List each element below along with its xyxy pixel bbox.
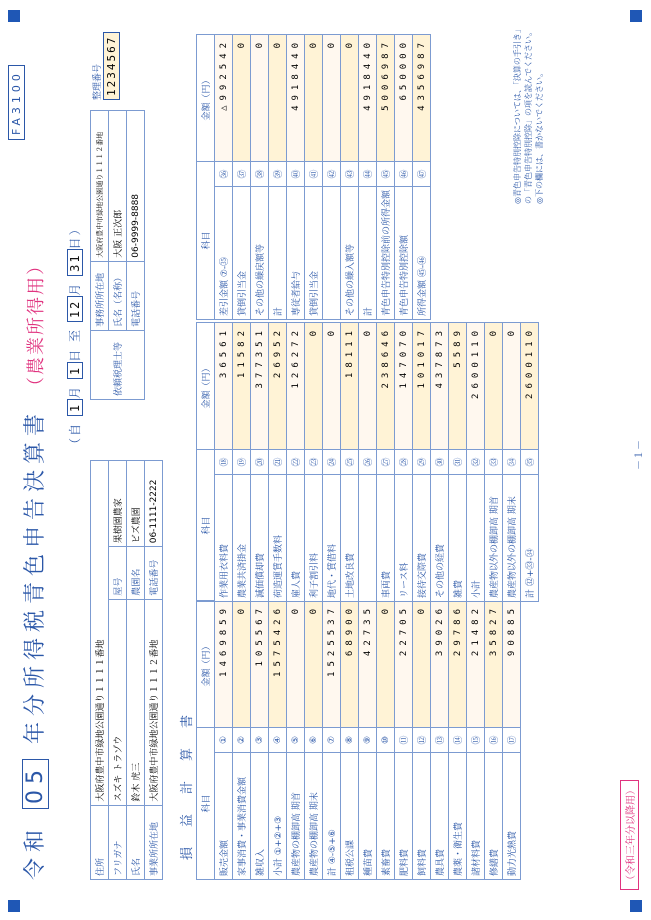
row-number: ⑲	[233, 450, 251, 475]
accountant-phone: 06-9999-8888	[127, 111, 145, 262]
row-number: ㉛	[449, 450, 467, 475]
table-row	[215, 34, 233, 319]
table-row	[467, 323, 485, 602]
row-label: 雑費	[449, 475, 467, 602]
amount-field[interactable]: 0	[323, 34, 341, 161]
row-number: ⑨	[359, 728, 377, 753]
row-label: 農産物の棚卸高 期首	[287, 753, 305, 880]
amount-field[interactable]: 39026	[431, 601, 449, 728]
amount-field[interactable]: 29786	[449, 601, 467, 728]
amount-field[interactable]: 650000	[395, 34, 413, 161]
table-row	[377, 601, 395, 880]
amount-field[interactable]: 0	[341, 34, 359, 161]
table-row	[359, 34, 377, 319]
phone-label: 電話番号	[145, 547, 163, 599]
row-number: ㊱	[215, 161, 233, 186]
row-number: ㉘	[395, 450, 413, 475]
registration-mark	[630, 900, 642, 912]
note-line-1: ◎青色申告特別控除については、「決算の手引き」の「青色申告特別控除」の項を読んでください。	[513, 25, 533, 204]
row-label	[323, 186, 341, 319]
name-value: 鈴木 虎三	[127, 599, 145, 805]
table-row	[521, 323, 539, 602]
income-table	[196, 600, 521, 880]
amount-field[interactable]: 0	[251, 34, 269, 161]
table-row	[431, 601, 449, 880]
page-number: －１－	[634, 440, 645, 470]
row-number: ㉝	[485, 450, 503, 475]
serial-label: 整理番号	[93, 63, 103, 100]
amount-field[interactable]: 1575426	[269, 601, 287, 728]
row-label: 素畜費	[377, 753, 395, 880]
row-number: ⑰	[503, 728, 521, 753]
row-label: 専従者給与	[287, 186, 305, 319]
amount-field[interactable]: 0	[359, 323, 377, 450]
amount-field[interactable]: 105567	[251, 601, 269, 728]
notes	[512, 24, 545, 204]
amount-field[interactable]: 5589	[449, 323, 467, 450]
table-row	[341, 34, 359, 319]
amount-field[interactable]: 0	[269, 34, 287, 161]
from-day: 1	[67, 362, 83, 379]
row-label: 土地改良費	[341, 475, 359, 602]
row-number: ①	[215, 728, 233, 753]
amount-field[interactable]: 0	[413, 601, 431, 728]
row-number: ㊹	[359, 161, 377, 186]
table-row	[377, 34, 395, 319]
amount-field[interactable]: 42735	[359, 601, 377, 728]
row-label: 青色申告特別控除前の所得金額	[377, 186, 395, 319]
table-row	[287, 601, 305, 880]
amount-field[interactable]: 18111	[341, 323, 359, 450]
row-number: ㉔	[323, 450, 341, 475]
table-row	[485, 323, 503, 602]
furigana-value: スズキ トラゾウ	[109, 599, 127, 805]
amount-field[interactable]: 4918440	[359, 34, 377, 161]
row-number: ㉖	[359, 450, 377, 475]
row-number: ⑮	[467, 728, 485, 753]
row-number: ㉚	[431, 450, 449, 475]
business-label: 事業所所在地	[145, 805, 163, 879]
table-row	[233, 34, 251, 319]
row-label: 飼料費	[413, 753, 431, 880]
row-number: ㉕	[341, 450, 359, 475]
row-label: 雇人費	[287, 475, 305, 602]
amount-field[interactable]: 0	[233, 34, 251, 161]
amount-field[interactable]: 0	[503, 323, 521, 450]
row-label: 利子割引料	[305, 475, 323, 602]
row-number: ④	[269, 728, 287, 753]
amount-field[interactable]: 0	[377, 601, 395, 728]
row-label: 租税公課	[341, 753, 359, 880]
applicant-info	[90, 460, 163, 880]
row-label: その他の繰入額等	[341, 186, 359, 319]
table-row	[251, 34, 269, 319]
table-row	[341, 323, 359, 602]
row-label: 貸倒引当金	[233, 186, 251, 319]
form-title	[18, 255, 49, 880]
farm-value: ビズ農園	[127, 461, 145, 547]
row-label: 地代・賃借料	[323, 475, 341, 602]
table-row	[395, 323, 413, 602]
amount-field[interactable]: 4918440	[287, 34, 305, 161]
amount-field[interactable]: 22705	[395, 601, 413, 728]
row-label: 青色申告特別控除額	[395, 186, 413, 319]
amount-field[interactable]: 90885	[503, 601, 521, 728]
amount-field[interactable]: 437873	[431, 323, 449, 450]
amount-field[interactable]: 35827	[485, 601, 503, 728]
registration-mark	[8, 10, 20, 22]
trade-value: 果樹園農家	[109, 461, 127, 547]
table-row	[269, 601, 287, 880]
table-row	[269, 34, 287, 319]
row-number: ⑫	[413, 728, 431, 753]
table-row	[485, 601, 503, 880]
amount-field[interactable]: △992542	[215, 34, 233, 161]
accountant-address-label: 事務所所在地	[91, 261, 109, 330]
row-label: 諸材料費	[467, 753, 485, 880]
table-row	[323, 323, 341, 602]
period: （自 1月 1日 至 12月 31日）	[68, 221, 82, 450]
row-number: ㉞	[503, 450, 521, 475]
table-row	[467, 601, 485, 880]
table-row	[503, 601, 521, 880]
row-number: ㉜	[467, 450, 485, 475]
tax-accountant-info	[90, 110, 145, 400]
amount-field[interactable]: 238646	[377, 323, 395, 450]
row-label: 動力光熱費	[503, 753, 521, 880]
title-subtitle: （農業所得用）	[26, 254, 47, 395]
row-number: ⑬	[431, 728, 449, 753]
row-label: 計	[269, 186, 287, 319]
to-label: 至	[68, 328, 82, 343]
row-number: ㊺	[377, 161, 395, 186]
amount-field[interactable]: 0	[305, 601, 323, 728]
applies-note: （令和三年分以降用）	[620, 780, 639, 890]
deduction-table	[196, 34, 431, 320]
amount-field[interactable]: 68900	[341, 601, 359, 728]
row-label: 販売金額	[215, 753, 233, 880]
amount-field[interactable]: 1469859	[215, 601, 233, 728]
col-item-header: 科目	[197, 728, 215, 880]
row-number: ㊳	[251, 161, 269, 186]
phone-value: 06-1111-2222	[145, 461, 163, 547]
row-label: 農業共済掛金	[233, 475, 251, 602]
table-row	[413, 34, 431, 319]
accountant-phone-label: 電話番号	[127, 261, 145, 330]
table-row	[215, 601, 233, 880]
table-row	[377, 323, 395, 602]
table-row	[251, 323, 269, 602]
from-month: 1	[67, 399, 83, 416]
table-row	[359, 601, 377, 880]
name-label: 氏名	[127, 805, 145, 879]
row-number: ⑱	[215, 450, 233, 475]
table-row	[395, 34, 413, 319]
row-label: 計	[359, 186, 377, 319]
table-row	[449, 601, 467, 880]
row-label: 農産物以外の棚卸高 期末	[503, 475, 521, 602]
amount-field[interactable]: 5006987	[377, 34, 395, 161]
table-row	[305, 601, 323, 880]
row-number: ㊲	[233, 161, 251, 186]
table-row	[287, 34, 305, 319]
row-label: 雑収入	[251, 753, 269, 880]
row-number: ㉟	[521, 450, 539, 475]
amount-field[interactable]: 0	[233, 601, 251, 728]
year-box: 05	[22, 759, 49, 809]
row-label: その他の繰戻額等	[251, 186, 269, 319]
serial-number-box	[90, 32, 120, 100]
amount-field[interactable]: 126272	[287, 323, 305, 450]
amount-field[interactable]: 147070	[395, 323, 413, 450]
table-row	[305, 34, 323, 319]
row-label: 減価償却費	[251, 475, 269, 602]
row-label: 接待交際費	[413, 475, 431, 602]
registration-mark	[630, 10, 642, 22]
table-row	[233, 323, 251, 602]
row-number: ⑳	[251, 450, 269, 475]
amount-field[interactable]: 11582	[233, 323, 251, 450]
amount-field[interactable]: 101017	[413, 323, 431, 450]
row-label: 所得金額 ㊺-㊻	[413, 186, 431, 319]
row-label: 車両費	[377, 475, 395, 602]
table-row	[341, 601, 359, 880]
row-number: ⑩	[377, 728, 395, 753]
note-line-2: ◎下の欄には、書かないでください。	[535, 69, 544, 204]
table-row	[503, 323, 521, 602]
row-label: その他の経費	[431, 475, 449, 602]
form-code: FA3100	[8, 65, 25, 140]
row-label: 種苗費	[359, 753, 377, 880]
farm-label: 農園名	[127, 547, 145, 599]
row-label: 作業用衣料費	[215, 475, 233, 602]
table-row	[305, 323, 323, 602]
row-number: ㉓	[305, 450, 323, 475]
registration-mark	[8, 900, 20, 912]
row-number: ㊶	[305, 161, 323, 186]
table-row	[413, 601, 431, 880]
amount-field[interactable]: 4356987	[413, 34, 431, 161]
row-number: ㊵	[287, 161, 305, 186]
row-label: 肥料費	[395, 753, 413, 880]
table-row	[287, 323, 305, 602]
row-number: ㉙	[413, 450, 431, 475]
table-row	[359, 323, 377, 602]
col-item-header: 科目	[197, 450, 215, 602]
to-month: 12	[67, 296, 83, 322]
amount-field[interactable]: 0	[485, 323, 503, 450]
row-label: 小計	[467, 475, 485, 602]
era-label: 令和	[23, 823, 48, 880]
row-number: ②	[233, 728, 251, 753]
from-label: 自	[68, 421, 82, 436]
row-number: ㉗	[377, 450, 395, 475]
to-day: 31	[67, 249, 83, 275]
amount-field[interactable]: 36561	[215, 323, 233, 450]
row-label: 計 ④-⑤+⑥	[323, 753, 341, 880]
col-amount-header: 金額（円）	[197, 34, 215, 161]
row-label: リース料	[395, 475, 413, 602]
col-amount-header: 金額（円）	[197, 601, 215, 728]
accountant-address: 大阪府豊中市緑地公園通り１１１２番地	[91, 111, 109, 262]
amount-field[interactable]: 0	[305, 323, 323, 450]
table-row	[413, 323, 431, 602]
row-label	[359, 475, 377, 602]
amount-field[interactable]: 0	[323, 323, 341, 450]
amount-field[interactable]: 0	[287, 601, 305, 728]
statement-heading: 損益計算書	[180, 694, 195, 860]
table-row	[431, 323, 449, 602]
row-label: 小計 ①+②+③	[269, 753, 287, 880]
serial-value: 1234567	[103, 32, 120, 100]
title-text: 年分所得税青色申告決算書	[23, 407, 48, 744]
col-amount-header: 金額（円）	[197, 323, 215, 450]
row-label: 修繕費	[485, 753, 503, 880]
row-label: 家事消費・事業消費金額	[233, 753, 251, 880]
amount-field[interactable]: 2600110	[521, 323, 539, 450]
table-row	[323, 601, 341, 880]
row-label: 貸倒引当金	[305, 186, 323, 319]
row-number: ⑥	[305, 728, 323, 753]
row-number: ⑦	[323, 728, 341, 753]
row-number: ⑧	[341, 728, 359, 753]
amount-field[interactable]: 21482	[467, 601, 485, 728]
address-label: 住所	[91, 805, 109, 879]
amount-field[interactable]: 377351	[251, 323, 269, 450]
row-number: ㊸	[341, 161, 359, 186]
furigana-label: フリガナ	[109, 805, 127, 879]
row-label: 農具費	[431, 753, 449, 880]
col-item-header: 科目	[197, 161, 215, 319]
table-row	[251, 601, 269, 880]
row-number: ⑭	[449, 728, 467, 753]
row-number: ⑯	[485, 728, 503, 753]
expense-table	[196, 322, 539, 602]
row-number: ㊼	[413, 161, 431, 186]
row-number: ㊴	[269, 161, 287, 186]
row-number: ③	[251, 728, 269, 753]
amount-field[interactable]: 2600110	[467, 323, 485, 450]
row-number: ⑪	[395, 728, 413, 753]
row-label: 荷造運賃手数料	[269, 475, 287, 602]
amount-field[interactable]: 26952	[269, 323, 287, 450]
table-row	[395, 601, 413, 880]
row-label: 農産物の棚卸高 期末	[305, 753, 323, 880]
row-label: 農薬・衛生費	[449, 753, 467, 880]
table-row	[323, 34, 341, 319]
business-value: 大阪府豊中市緑地公園通り１１１２番地	[145, 599, 163, 805]
accountant-name: 大阪 正次郎	[109, 111, 127, 262]
accountant-name-label: 氏名（名称）	[109, 261, 127, 330]
address-value: 大阪府豊中市緑地公園通り１１１１番地	[91, 461, 109, 806]
trade-label: 屋号	[109, 547, 127, 599]
accountant-label: 依頼税理士等	[91, 330, 145, 399]
row-label: 計 ㉜+㉝-㉞	[521, 475, 539, 602]
row-number: ㉒	[287, 450, 305, 475]
row-number: ⑤	[287, 728, 305, 753]
row-label: 農産物以外の棚卸高 期首	[485, 475, 503, 602]
table-row	[215, 323, 233, 602]
table-row	[233, 601, 251, 880]
row-number: ㊷	[323, 161, 341, 186]
row-number: ㉑	[269, 450, 287, 475]
table-row	[269, 323, 287, 602]
amount-field[interactable]: 0	[305, 34, 323, 161]
amount-field[interactable]: 1525537	[323, 601, 341, 728]
row-label: 差引金額 ⑦-㉟	[215, 186, 233, 319]
table-row	[449, 323, 467, 602]
row-number: ㊻	[395, 161, 413, 186]
